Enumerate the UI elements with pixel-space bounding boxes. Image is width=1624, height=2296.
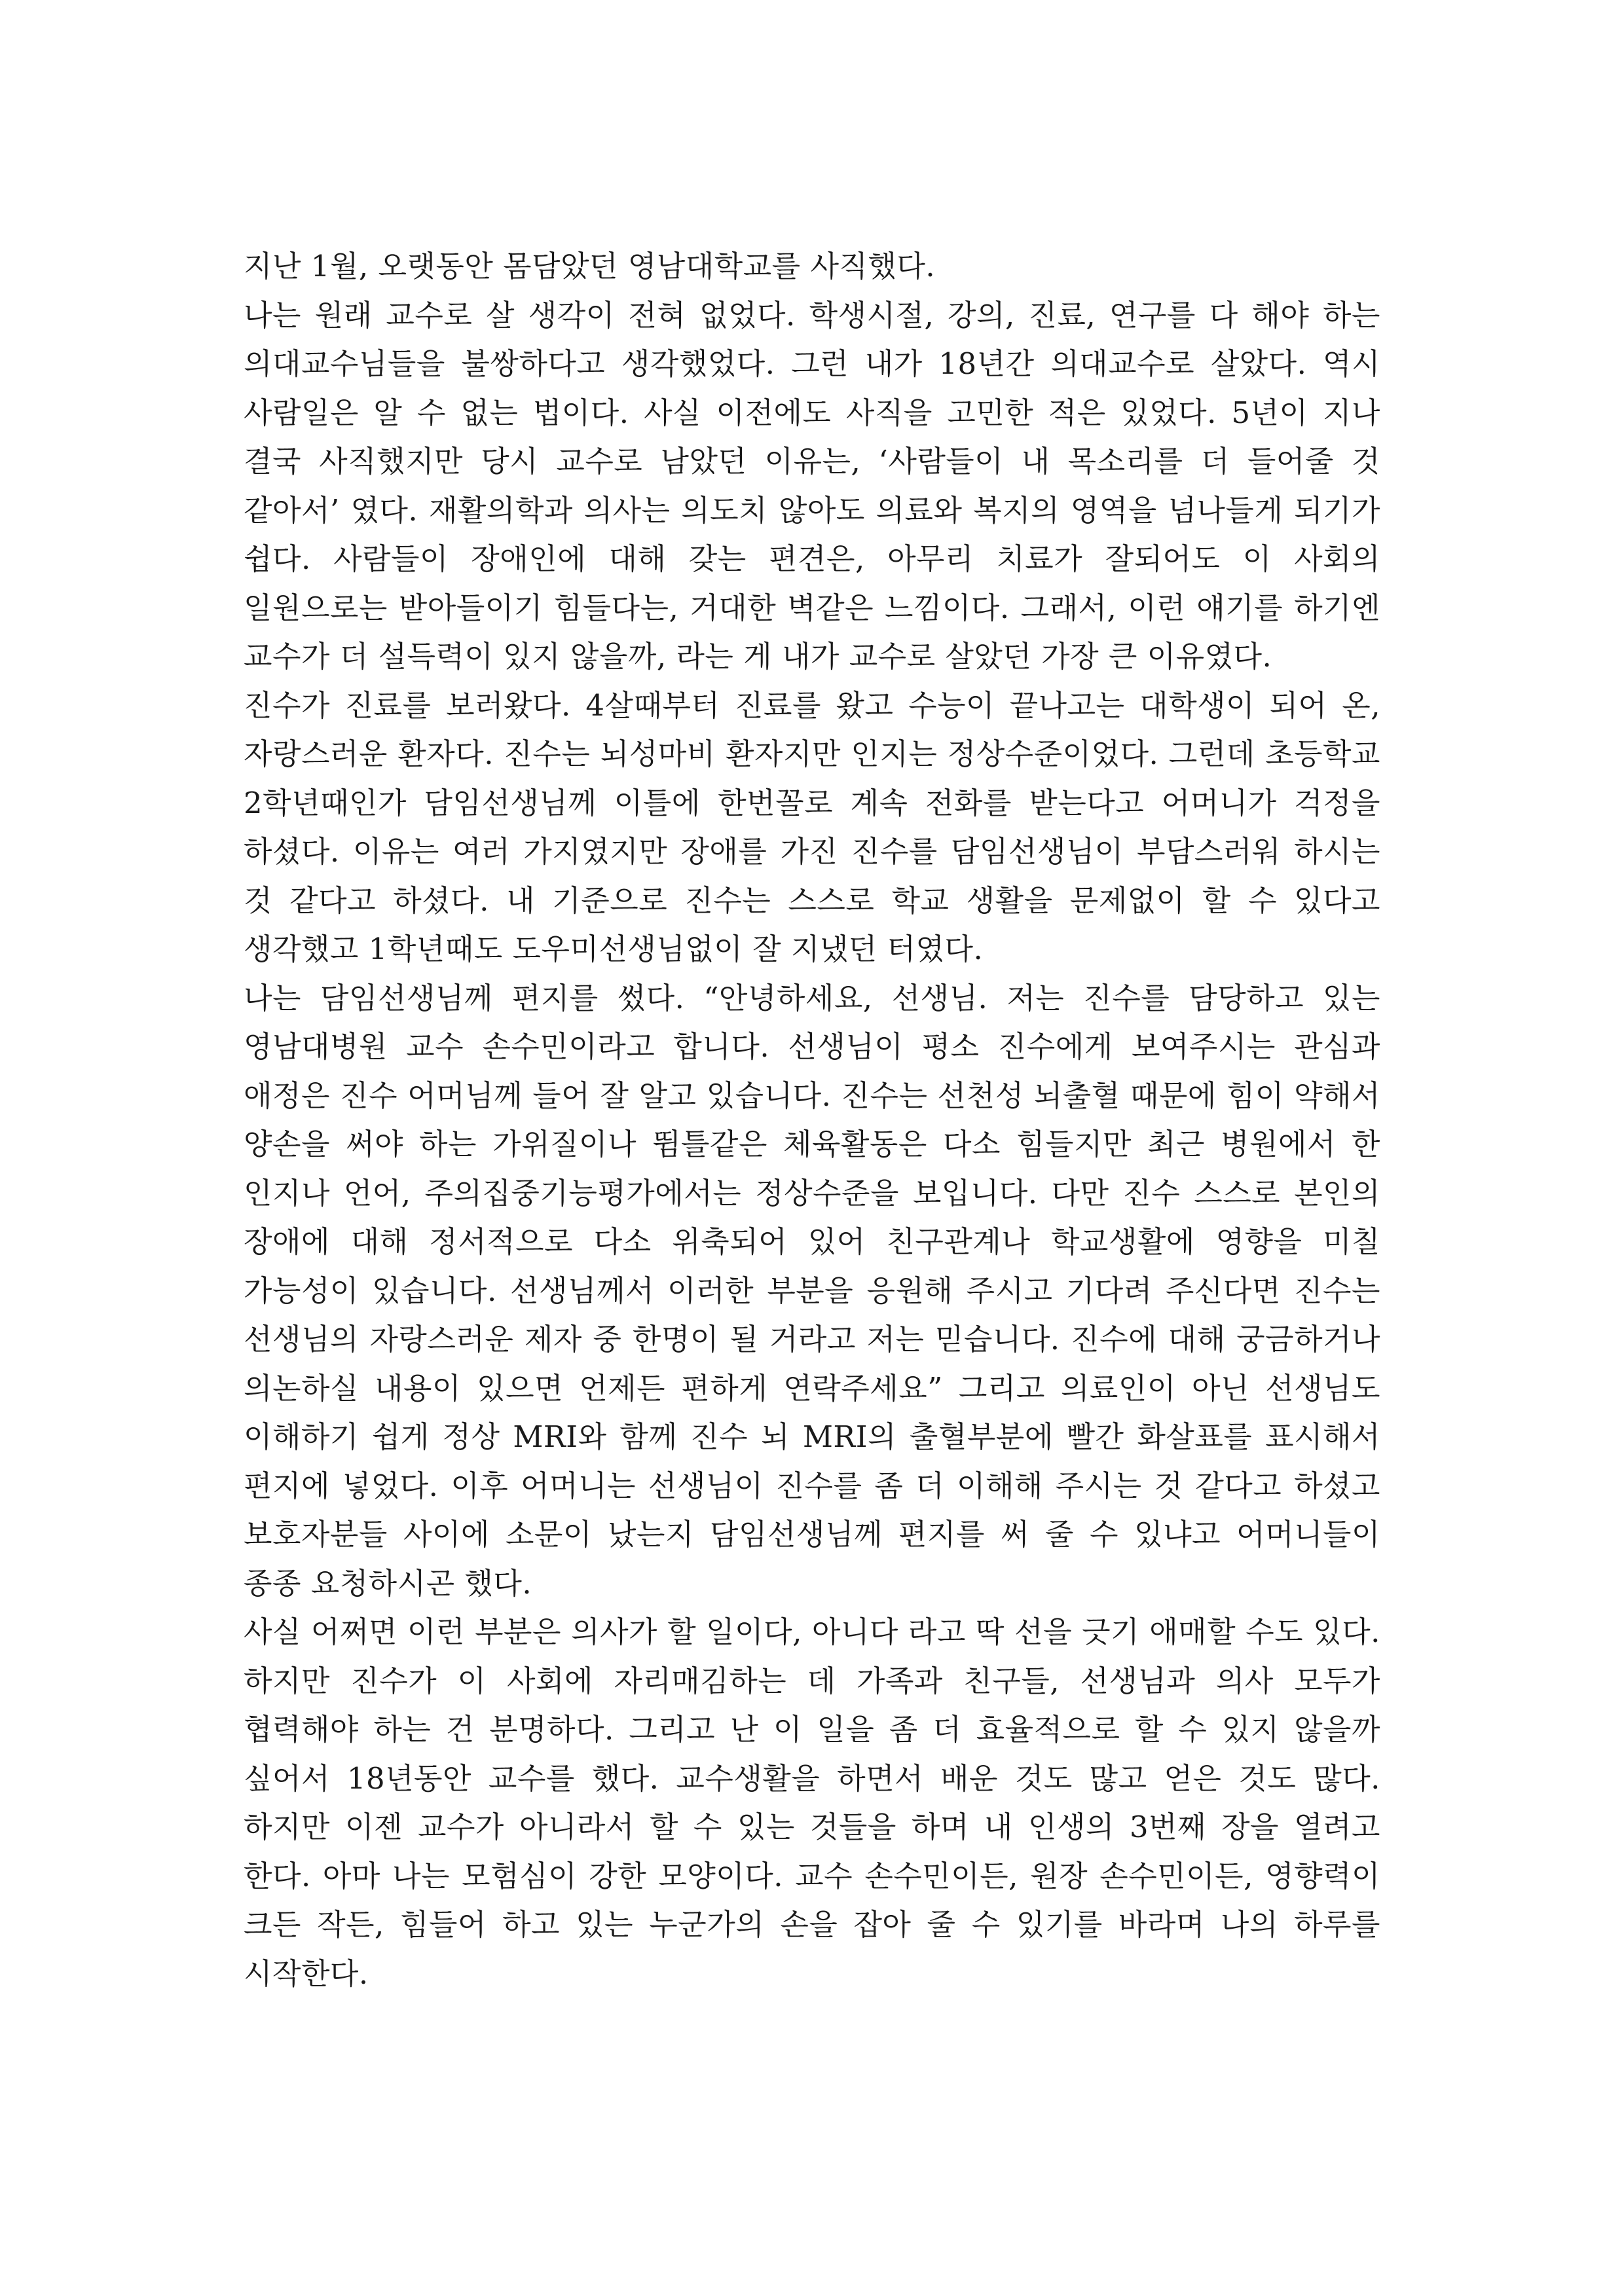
paragraph-resignation: 지난 1월, 오랫동안 몸담았던 영남대학교를 사직했다. bbox=[244, 249, 936, 283]
paragraph-becoming-professor: 나는 원래 교수로 살 생각이 전혀 없었다. 학생시절, 강의, 진료, 연구를 다 해야 하는 의대교수님들을 불쌍하다고 생각했었다. 그런 내가 18년간 의대교수로 살았다. 역시 사람일은 알 수 없는 법이다. 사실 이전에도 사직을 고민한 적은 있었다. 5년이 지나 결국 사직했지만 당시 교수로 남았던 이유는, ‘사람들이 내 목소리를 더 들어줄 것 같아서’ 였다. 재활의학과 의사는 의도치 않아도 의료와 복지의 영역을 넘나들게 되기가 쉽다. 사람들이 장애인에 대해 갖는 편견은, 아무리 치료가 잘되어도 이 사회의 일원으로는 받아들이기 힘들다는, 거대한 벽같은 느낌이다. 그래서, 이런 얘기를 하기엔 교수가 더 설득력이 있지 않을까, 라는 게 내가 교수로 살았던 가장 큰 이유였다. bbox=[244, 297, 1380, 674]
paragraph-conclusion: 사실 어쩌면 이런 부분은 의사가 할 일이다, 아니다 라고 딱 선을 긋기 애매할 수도 있다. 하지만 진수가 이 사회에 자리매김하는 데 가족과 친구들, 선생님과 의사 모두가 협력해야 하는 건 분명하다. 그리고 난 이 일을 좀 더 효율적으로 할 수 있지 않을까 싶어서 18년동안 교수를 했다. 교수생활을 하면서 배운 것도 많고 얻은 것도 많다. 하지만 이젠 교수가 아니라서 할 수 있는 것들을 하며 내 인생의 3번째 장을 열려고 한다. 아마 나는 모험심이 강한 모양이다. 교수 손수민이든, 원장 손수민이든, 영향력이 크든 작든, 힘들어 하고 있는 누군가의 손을 잡아 줄 수 있기를 바라며 나의 하루를 시작한다. bbox=[244, 1614, 1380, 1991]
document-body bbox=[244, 242, 1380, 1998]
paragraph-patient-jinsu: 진수가 진료를 보러왔다. 4살때부터 진료를 왔고 수능이 끝나고는 대학생이 되어 온, 자랑스러운 환자다. 진수는 뇌성마비 환자지만 인지는 정상수준이었다. 그런데 초등학교 2학년때인가 담임선생님께 이틀에 한번꼴로 계속 전화를 받는다고 어머니가 걱정을 하셨다. 이유는 여러 가지였지만 장애를 가진 진수를 담임선생님이 부담스러워 하시는 것 같다고 하셨다. 내 기준으로 진수는 스스로 학교 생활을 문제없이 할 수 있다고 생각했고 1학년때도 도우미선생님없이 잘 지냈던 터였다. bbox=[244, 687, 1380, 966]
paragraph-letter-to-teacher: 나는 담임선생님께 편지를 썼다. “안녕하세요, 선생님. 저는 진수를 담당하고 있는 영남대병원 교수 손수민이라고 합니다. 선생님이 평소 진수에게 보여주시는 관심과 애정은 진수 어머님께 들어 잘 알고 있습니다. 진수는 선천성 뇌출혈 때문에 힘이 약해서 양손을 써야 하는 가위질이나 뜀틀같은 체육활동은 다소 힘들지만 최근 병원에서 한 인지나 언어, 주의집중기능평가에서는 정상수준을 보입니다. 다만 진수 스스로 본인의 장애에 대해 정서적으로 다소 위축되어 있어 친구관계나 학교생활에 영향을 미칠 가능성이 있습니다. 선생님께서 이러한 부분을 응원해 주시고 기다려 주신다면 진수는 선생님의 자랑스러운 제자 중 한명이 될 거라고 저는 믿습니다. 진수에 대해 궁금하거나 의논하실 내용이 있으면 언제든 편하게 연락주세요” 그리고 의료인이 아닌 선생님도 이해하기 쉽게 정상 MRI와 함께 진수 뇌 MRI의 출혈부분에 빨간 화살표를 표시해서 편지에 넣었다. 이후 어머니는 선생님이 진수를 좀 더 이해해 주시는 것 같다고 하셨고 보호자분들 사이에 소문이 났는지 담임선생님께 편지를 써 줄 수 있냐고 어머니들이 종종 요청하시곤 했다. bbox=[244, 980, 1380, 1601]
